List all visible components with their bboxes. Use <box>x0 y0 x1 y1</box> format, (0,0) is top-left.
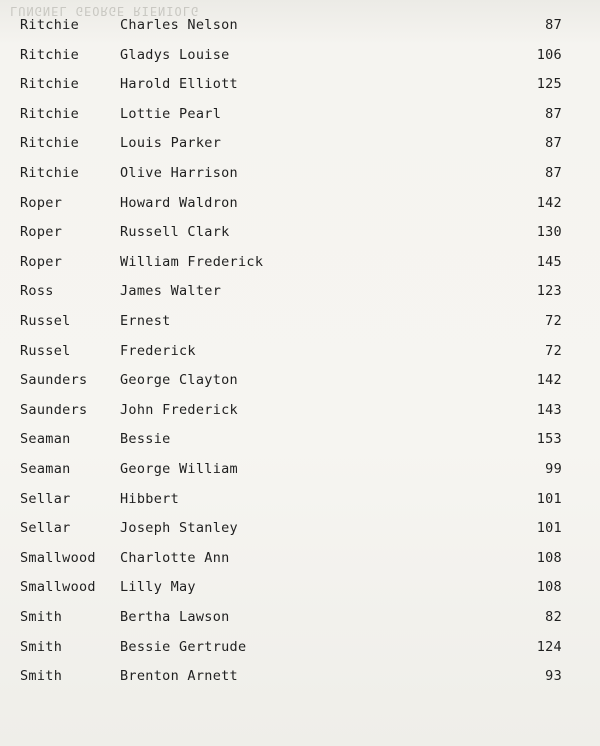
given-names: Louis Parker <box>120 135 222 152</box>
list-item <box>0 550 600 580</box>
given-names: Bessie <box>120 431 171 448</box>
surname: Roper <box>20 194 63 211</box>
surname: Ritchie <box>20 105 79 122</box>
record-number: 143 <box>536 401 562 418</box>
list-item <box>0 520 600 550</box>
surname: Russel <box>20 342 71 359</box>
record-number: 87 <box>545 105 562 122</box>
given-names: Olive Harrison <box>120 165 238 181</box>
record-number: 101 <box>536 490 562 507</box>
record-number: 82 <box>545 609 562 625</box>
surname: Roper <box>20 224 63 241</box>
record-number: 130 <box>536 224 562 241</box>
list-item <box>0 372 600 402</box>
given-names: Hibbert <box>120 490 179 507</box>
list-item <box>0 431 600 461</box>
given-names: John Frederick <box>120 401 238 418</box>
surname: Seaman <box>20 431 71 448</box>
list-item <box>0 135 600 165</box>
surname: Ritchie <box>20 76 79 93</box>
surname: Smallwood <box>20 549 96 566</box>
record-number: 124 <box>536 638 562 655</box>
surname: Ritchie <box>20 17 79 33</box>
surname: Russel <box>20 313 71 329</box>
record-number: 72 <box>545 313 562 329</box>
record-number: 87 <box>545 165 562 181</box>
given-names: Howard Waldron <box>120 194 238 211</box>
bleed-through-header: LUNGNEL GEORGE RIENIOLG <box>10 4 200 18</box>
record-number: 87 <box>545 17 562 33</box>
list-item <box>0 195 600 225</box>
given-names: George William <box>120 461 238 477</box>
list-item <box>0 343 600 373</box>
list-item <box>0 106 600 136</box>
record-number: 108 <box>536 549 562 566</box>
given-names: James Walter <box>120 283 222 300</box>
surname: Ross <box>20 283 54 300</box>
surname: Roper <box>20 253 63 270</box>
given-names: Bertha Lawson <box>120 609 230 625</box>
given-names: Bessie Gertrude <box>120 638 247 655</box>
record-number: 123 <box>536 283 562 300</box>
given-names: Russell Clark <box>120 224 230 241</box>
given-names: Harold Elliott <box>120 76 238 93</box>
surname: Sellar <box>20 520 71 537</box>
given-names: George Clayton <box>120 372 238 389</box>
record-number: 101 <box>536 520 562 537</box>
list-item <box>0 609 600 639</box>
surname: Seaman <box>20 461 71 477</box>
record-number: 125 <box>536 76 562 93</box>
surname: Smallwood <box>20 579 96 596</box>
list-item <box>0 313 600 343</box>
list-item <box>0 76 600 106</box>
surname: Saunders <box>20 401 88 418</box>
given-names: William Frederick <box>120 253 264 270</box>
record-number: 72 <box>545 342 562 359</box>
record-number: 99 <box>545 461 562 477</box>
surname: Sellar <box>20 490 71 507</box>
given-names: Frederick <box>120 342 196 359</box>
list-item <box>0 461 600 491</box>
surname: Smith <box>20 609 63 625</box>
list-item <box>0 254 600 284</box>
given-names: Joseph Stanley <box>120 520 238 537</box>
given-names: Charlotte Ann <box>120 549 230 566</box>
surname: Ritchie <box>20 165 79 181</box>
list-item <box>0 668 600 698</box>
surname: Smith <box>20 668 63 685</box>
list-item <box>0 165 600 195</box>
record-number: 153 <box>536 431 562 448</box>
given-names: Lottie Pearl <box>120 105 222 122</box>
list-item <box>0 579 600 609</box>
list-item <box>0 224 600 254</box>
record-number: 93 <box>545 668 562 685</box>
surname: Smith <box>20 638 63 655</box>
record-number: 142 <box>536 194 562 211</box>
given-names: Charles Nelson <box>120 17 238 33</box>
list-item <box>0 17 600 47</box>
list-item <box>0 402 600 432</box>
list-item <box>0 47 600 77</box>
record-number: 106 <box>536 46 562 63</box>
list-item <box>0 639 600 669</box>
given-names: Lilly May <box>120 579 196 596</box>
surname: Saunders <box>20 372 88 389</box>
list-item <box>0 283 600 313</box>
surname: Ritchie <box>20 46 79 63</box>
surname: Ritchie <box>20 135 79 152</box>
list-item <box>0 491 600 521</box>
record-number: 142 <box>536 372 562 389</box>
given-names: Brenton Arnett <box>120 668 238 685</box>
given-names: Gladys Louise <box>120 46 230 63</box>
given-names: Ernest <box>120 313 171 329</box>
record-number: 87 <box>545 135 562 152</box>
record-number: 145 <box>536 253 562 270</box>
record-number: 108 <box>536 579 562 596</box>
